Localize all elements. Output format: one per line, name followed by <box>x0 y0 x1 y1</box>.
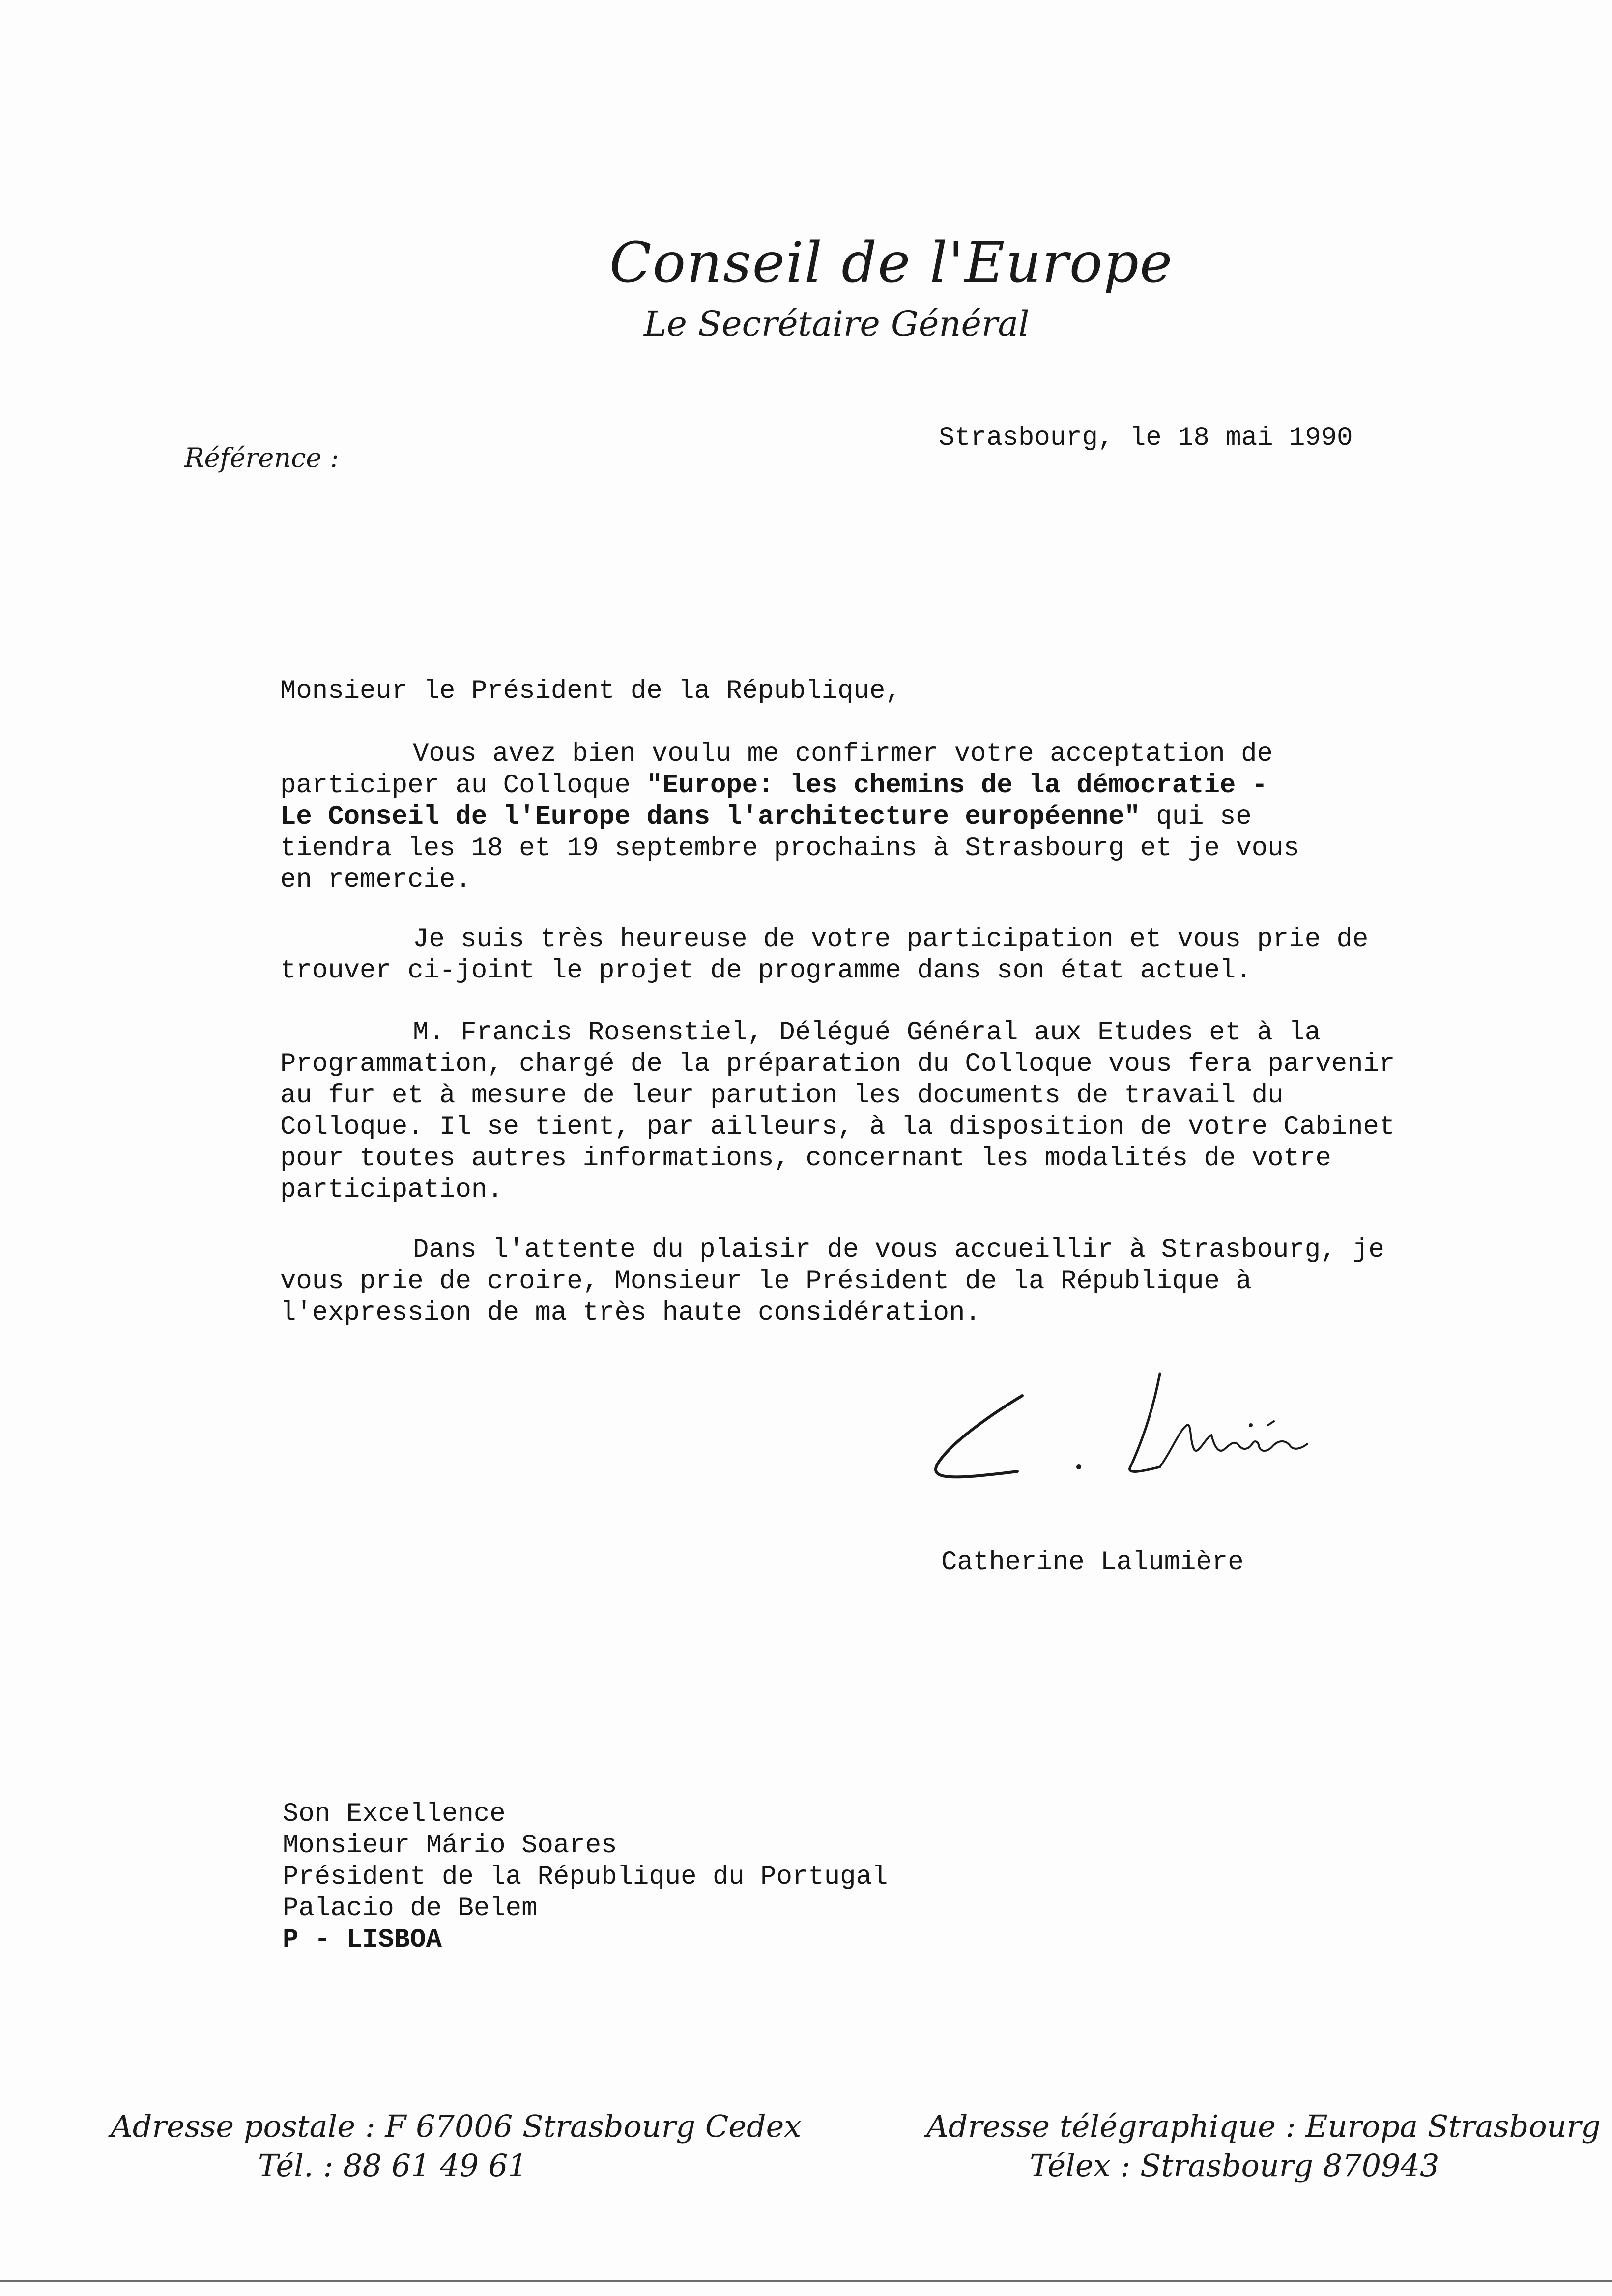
paragraph-line: tiendra les 18 et 19 septembre prochains à Strasbourg et je vous <box>280 833 1299 863</box>
page-bottom-rule <box>0 2280 1612 2282</box>
letter-date: Strasbourg, le 18 mai 1990 <box>939 423 1353 453</box>
paragraph-line: vous prie de croire, Monsieur le Président de la République à <box>280 1266 1252 1296</box>
paragraph-text: participer au Colloque <box>280 771 647 801</box>
paragraph-line <box>280 770 1299 802</box>
letterhead-organization: Conseil de l'Europe <box>609 231 1174 295</box>
paragraph-invitation <box>280 739 1299 896</box>
address-line: P - LISBOA <box>283 1925 442 1955</box>
paragraph-line: Vous avez bien voulu me confirmer votre acceptation de <box>413 739 1273 769</box>
reference-label: Référence : <box>184 442 339 473</box>
address-line: Président de la République du Portugal <box>283 1862 888 1892</box>
paragraph-line: trouver ci-joint le projet de programme dans son état actuel. <box>280 956 1252 986</box>
footer-telex: Télex : Strasbourg 870943 <box>1030 2148 1439 2183</box>
address-line: Son Excellence <box>283 1799 506 1829</box>
footer-postal-address: Adresse postale : F 67006 Strasbourg Cedex <box>111 2108 802 2144</box>
paragraph-line: M. Francis Rosenstiel, Délégué Général aux Etudes et à la <box>413 1018 1321 1048</box>
paragraph-line <box>280 802 1299 833</box>
paragraph-contact <box>280 1017 1395 1206</box>
signer-name: Catherine Lalumière <box>941 1548 1244 1578</box>
paragraph-programme <box>280 924 1368 987</box>
recipient-address <box>283 1799 888 1956</box>
paragraph-line: Colloque. Il se tient, par ailleurs, à la disposition de votre Cabinet <box>280 1112 1395 1142</box>
footer-phone: Tél. : 88 61 49 61 <box>258 2148 527 2183</box>
address-line: Monsieur Mário Soares <box>283 1831 617 1861</box>
address-line: Palacio de Belem <box>283 1894 538 1923</box>
colloquium-subtitle: Le Conseil de l'Europe dans l'architecture européenne" <box>280 802 1140 832</box>
footer-telegraph-address: Adresse télégraphique : Europa Strasbourg <box>926 2108 1601 2144</box>
handwritten-signature <box>924 1366 1342 1509</box>
paragraph-line: l'expression de ma très haute considération. <box>280 1298 981 1328</box>
letterhead-title: Le Secrétaire Général <box>644 304 1030 344</box>
paragraph-closing <box>280 1234 1384 1329</box>
paragraph-line: Programmation, chargé de la préparation du Colloque vous fera parvenir <box>280 1049 1395 1079</box>
paragraph-line: Dans l'attente du plaisir de vous accueillir à Strasbourg, je <box>413 1235 1384 1265</box>
paragraph-line: au fur et à mesure de leur parution les documents de travail du <box>280 1081 1284 1111</box>
paragraph-line: Je suis très heureuse de votre participation et vous prie de <box>413 924 1369 954</box>
paragraph-line: pour toutes autres informations, concernant les modalités de votre <box>280 1144 1331 1174</box>
paragraph-text: qui se <box>1140 802 1252 832</box>
paragraph-line: en remercie. <box>280 865 471 895</box>
colloquium-title: "Europe: les chemins de la démocratie - <box>646 771 1268 801</box>
paragraph-line: participation. <box>280 1175 503 1205</box>
salutation: Monsieur le Président de la République, <box>280 676 901 706</box>
